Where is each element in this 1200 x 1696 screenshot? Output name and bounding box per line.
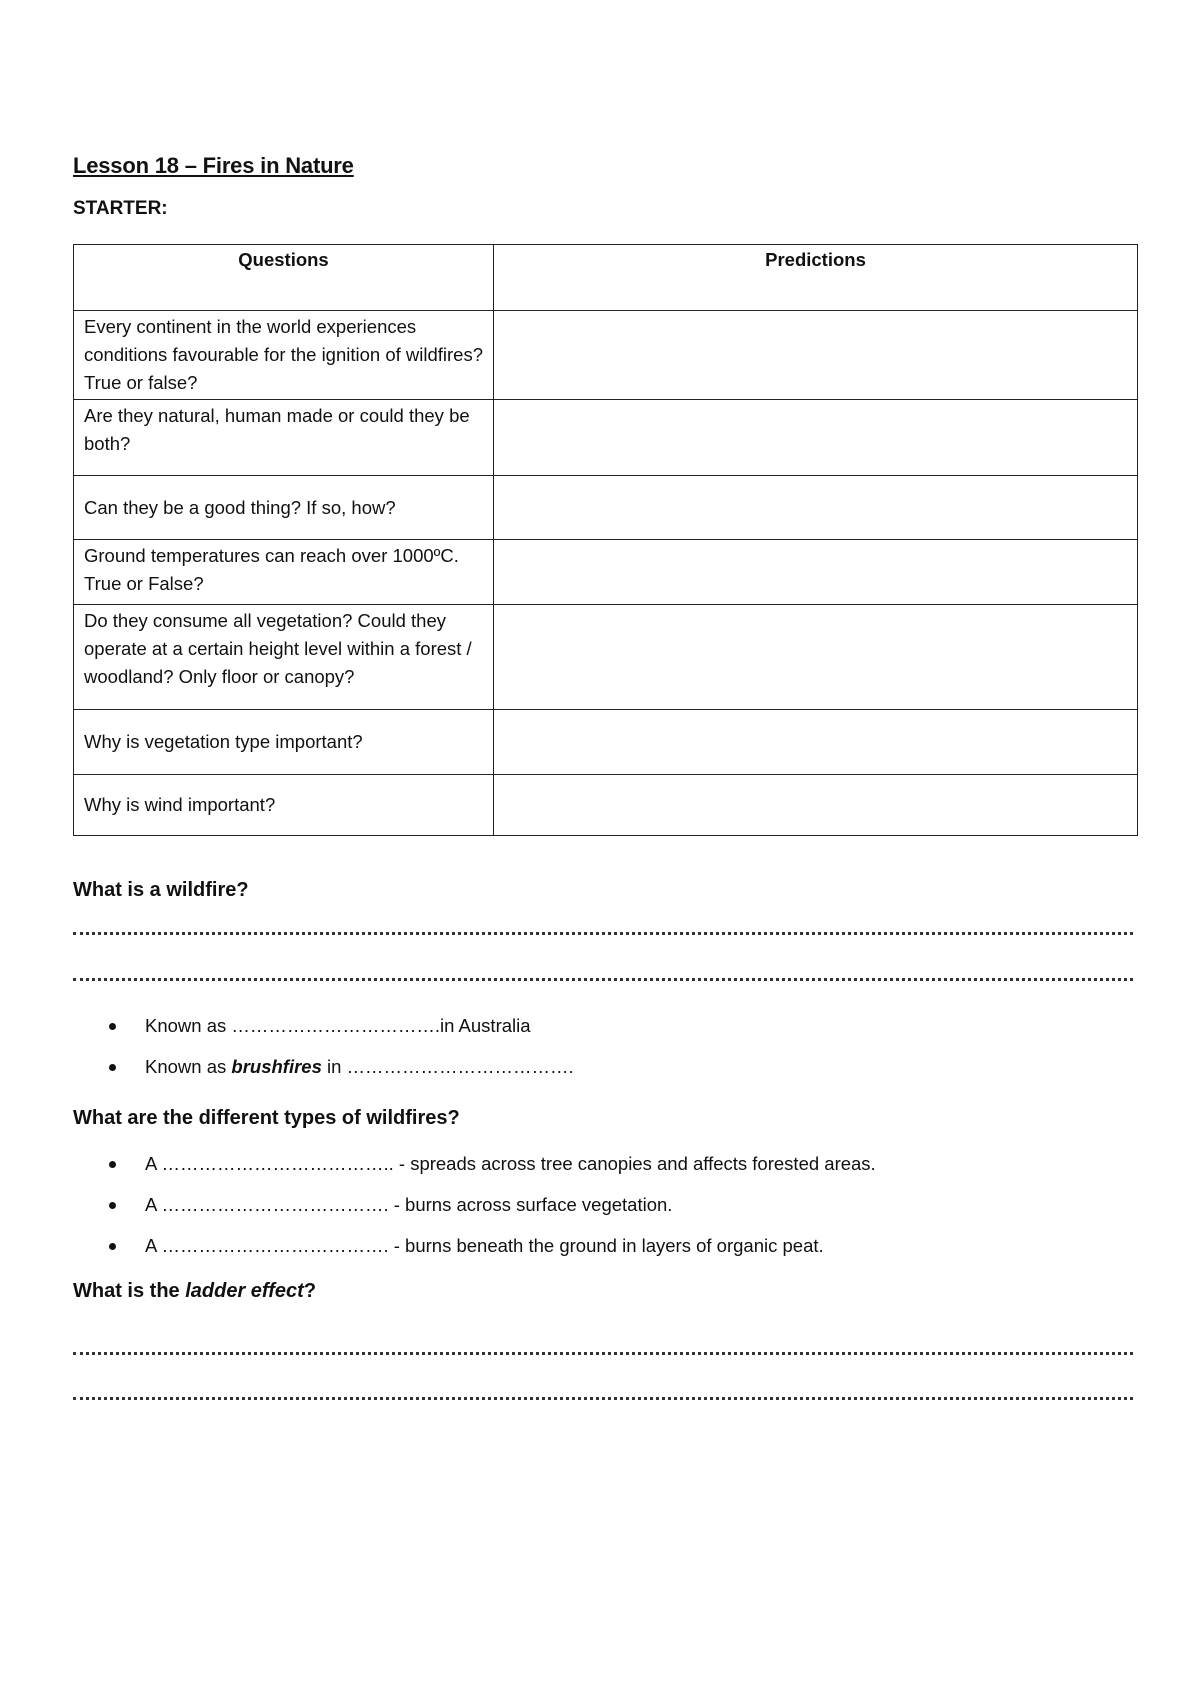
- prediction-cell[interactable]: [494, 605, 1138, 710]
- header-predictions: Predictions: [494, 245, 1138, 311]
- bullet-prefix: Known as: [145, 1056, 232, 1077]
- table-row: [74, 775, 1138, 836]
- fill-in-blank[interactable]: ………………………………..: [161, 1153, 394, 1174]
- table-row: [74, 476, 1138, 540]
- prediction-cell[interactable]: [494, 775, 1138, 836]
- prediction-cell[interactable]: [494, 540, 1138, 605]
- question-cell: Every continent in the world experiences conditions favourable for the ignition of wildfires? True or false?: [74, 311, 494, 400]
- bullet-icon: [109, 1202, 116, 1209]
- fill-in-blank[interactable]: …………………………….: [231, 1015, 441, 1036]
- prediction-cell[interactable]: [494, 400, 1138, 476]
- table-header-row: [74, 245, 1138, 311]
- starter-table: [73, 244, 1138, 836]
- list-item: [73, 1232, 876, 1260]
- table-row: [74, 605, 1138, 710]
- answer-line[interactable]: [73, 1393, 1133, 1400]
- bullet-suffix: - burns beneath the ground in layers of organic peat.: [388, 1235, 824, 1256]
- bullet-icon: [109, 1243, 116, 1250]
- ladder-emphasis: ladder effect: [185, 1280, 304, 1302]
- table-row: [74, 540, 1138, 605]
- types-heading: What are the different types of wildfires?: [73, 1107, 460, 1129]
- bullet-suffix: - burns across surface vegetation.: [388, 1194, 673, 1215]
- bullet-icon: [109, 1064, 116, 1071]
- header-questions: Questions: [74, 245, 494, 311]
- question-cell: Do they consume all vegetation? Could they operate at a certain height level within a forest / woodland? Only floor or canopy?: [74, 605, 494, 710]
- table-row: [74, 311, 1138, 400]
- question-cell: Are they natural, human made or could they be both?: [74, 400, 494, 476]
- table-row: [74, 400, 1138, 476]
- ladder-heading: What is the ladder effect?: [73, 1280, 317, 1302]
- answer-line[interactable]: [73, 928, 1133, 935]
- bullet-icon: [109, 1161, 116, 1168]
- bullet-prefix: Known as: [145, 1015, 232, 1036]
- prediction-cell[interactable]: [494, 710, 1138, 775]
- answer-line[interactable]: [73, 974, 1133, 981]
- starter-label: STARTER:: [73, 198, 168, 219]
- wildfire-bullet-list: [73, 1012, 574, 1094]
- bullet-icon: [109, 1023, 116, 1030]
- fill-in-blank[interactable]: ……………………………….: [161, 1235, 389, 1256]
- page-title: Lesson 18 – Fires in Nature: [73, 153, 354, 178]
- question-cell: Can they be a good thing? If so, how?: [74, 476, 494, 540]
- question-cell: Why is vegetation type important?: [74, 710, 494, 775]
- question-cell: Why is wind important?: [74, 775, 494, 836]
- bullet-emphasis: brushfires: [231, 1056, 322, 1077]
- answer-line[interactable]: [73, 1348, 1133, 1355]
- question-cell: Ground temperatures can reach over 1000ºC. True or False?: [74, 540, 494, 605]
- fill-in-blank[interactable]: ……………………………….: [161, 1194, 389, 1215]
- list-item: [73, 1012, 574, 1040]
- bullet-suffix: - spreads across tree canopies and affects forested areas.: [393, 1153, 876, 1174]
- prediction-cell[interactable]: [494, 476, 1138, 540]
- bullet-prefix: A: [145, 1153, 162, 1174]
- wildfire-heading: What is a wildfire?: [73, 879, 249, 901]
- table-row: [74, 710, 1138, 775]
- list-item: [73, 1053, 574, 1081]
- bullet-suffix: in Australia: [440, 1015, 531, 1036]
- bullet-mid: in: [321, 1056, 347, 1077]
- types-bullet-list: [73, 1150, 876, 1273]
- list-item: [73, 1150, 876, 1178]
- list-item: [73, 1191, 876, 1219]
- worksheet-page: [73, 150, 1138, 1302]
- bullet-prefix: A: [145, 1194, 162, 1215]
- prediction-cell[interactable]: [494, 311, 1138, 400]
- fill-in-blank[interactable]: ……………………………….: [346, 1056, 574, 1077]
- bullet-prefix: A: [145, 1235, 162, 1256]
